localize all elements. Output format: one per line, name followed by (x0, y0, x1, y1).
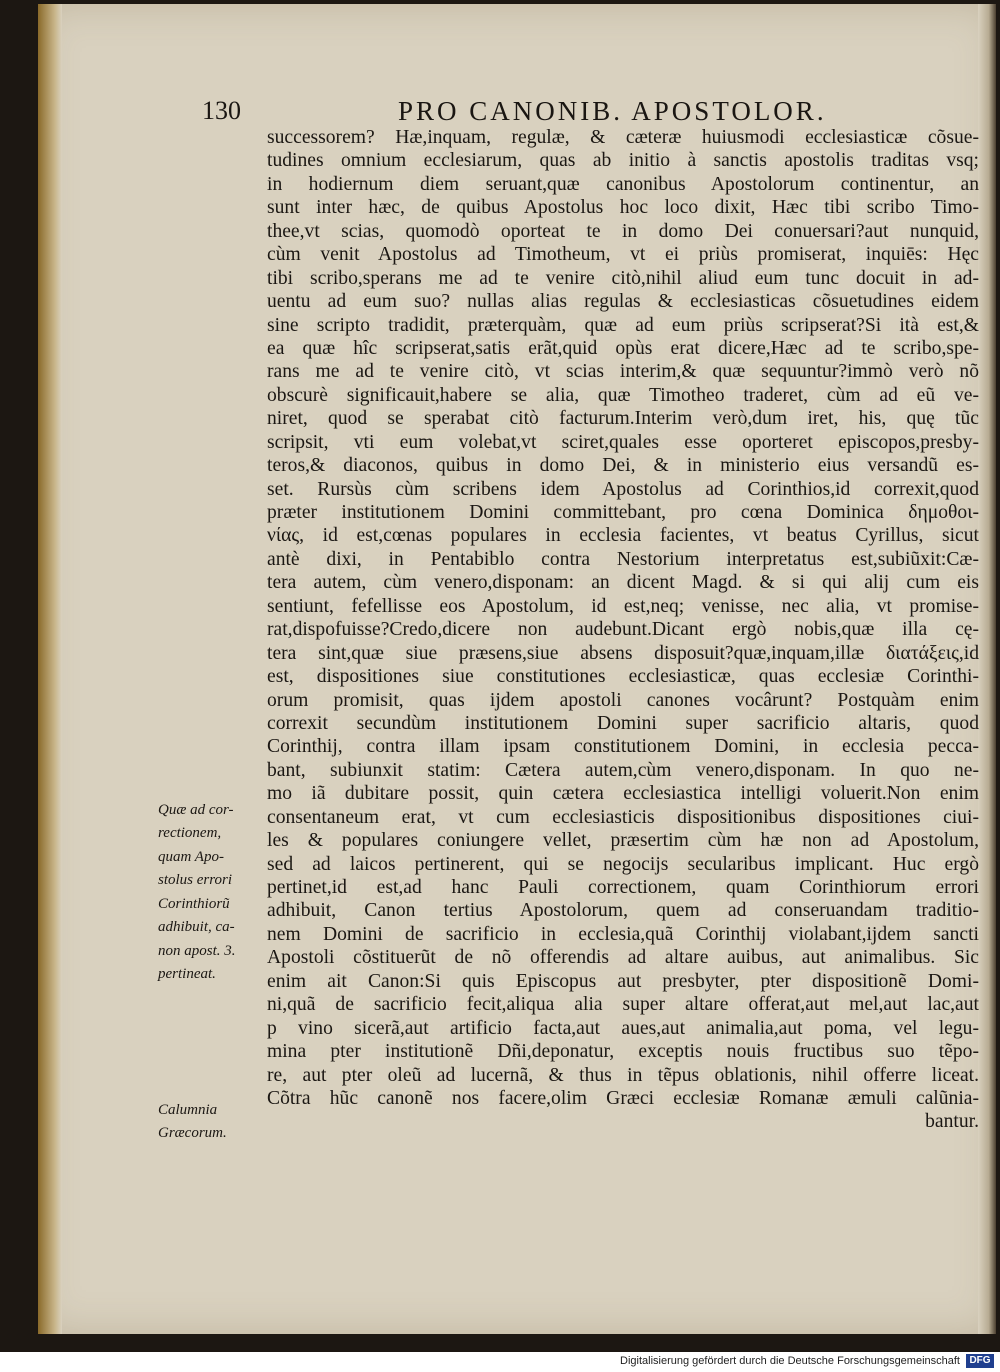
page-gutter-edge (38, 4, 62, 1334)
text-line: mo iã dubitare possit, quin cætera ecclesiastica intelligi voluerit.Non enim (267, 783, 979, 805)
text-line: enim ait Canon:Si quis Episcopus aut presbyter, pter dispositionẽ Domi- (267, 970, 979, 992)
marginal-note-line: non apost. 3. (158, 942, 236, 959)
text-line: uentu ad eum suo? nullas alias regulas & ecclesiasticas cõsuetudines eidem (267, 291, 979, 313)
text-line: Corinthij, contra illam ipsam constitutionem Domini, in ecclesia pecca- (267, 736, 979, 758)
text-line: in hodiernum diem seruant,quæ canonibus Apostolorum continentur, an (267, 173, 979, 195)
text-line: les & populares coniungere vellet, præsertim cùm hæ non ad Apostolum, (267, 830, 979, 852)
text-line: thee,vt scias, quomodò oporteat te in domo Dei conuersari?aut nunquid, (267, 220, 979, 242)
text-line: Cõtra hũc canonẽ nos facere,olim Græci ecclesiæ Romanæ æmuli calũnia- (267, 1087, 979, 1109)
text-line: consentaneum erat, vt cum ecclesiasticis dispositionibus dispositiones ciui- (267, 806, 979, 828)
text-line: sine scripto tradidit, præterquàm, quæ ad eum priùs scripserat?Si ità est,& (267, 314, 979, 336)
text-line: tudines omnium ecclesiarum, quas ab initio à sanctis apostolis traditas vsq; (267, 150, 979, 172)
marginal-note-line: Quæ ad cor- (158, 802, 234, 818)
text-line: successorem? Hæ,inquam, regulæ, & cæteræ huiusmodi ecclesiasticæ cõsue- (267, 127, 979, 148)
text-line: Apostoli cõstituerũt de nõ offerendis ad altare auibus, aut animalibus. Sic (267, 947, 979, 969)
marginal-note-line: Græcorum. (158, 1125, 227, 1142)
text-line: bant, subiunxit statim: Cætera autem,cùm venero,disponam. In quo ne- (267, 759, 979, 781)
text-line: set. Rursùs cùm scribens idem Apostolus ad Corinthios,id correxit,quod (267, 478, 979, 500)
marginal-note-line: adhibuit, ca- (158, 919, 235, 936)
text-line: orum promisit, quas ijdem apostoli canones vocârunt? Postquàm enim (267, 689, 979, 711)
text-line: rans me ad te venire citò, vt scias interim,& quæ sequuntur?immò verò nõ (267, 361, 979, 383)
marginal-note (158, 1099, 227, 1146)
text-line: ni,quã de sacrificio fecit,aliqua alia super altare offerat,aut mel,aut lac,aut (267, 994, 979, 1016)
text-line: re, aut pter oleũ ad lucernã, & thus in tẽpus oblationis, nihil offerre liceat. (267, 1064, 979, 1086)
text-line: correxit secundùm institutionem Domini super sacrificio altaris, quod (267, 712, 979, 734)
page-number: 130 (202, 96, 241, 125)
body-text (267, 126, 979, 1134)
footer-credit: Digitalisierung gefördert durch die Deutsche Forschungsgemeinschaft (620, 1355, 960, 1367)
text-line: νίας, id est,cœnas populares in ecclesia facientes, vt beatus Cyrillus, sicut (267, 525, 979, 547)
text-line: tibi scribo,sperans me ad te venire citò,nihil aliud eum tunc docuit in ad- (267, 267, 979, 289)
text-line: tera sint,quæ siue præsens,siue absens disposuit?quæ,inquam,illæ διατάξεις,id (267, 642, 979, 664)
text-line: pertinet,id est,ad hanc Pauli correctionem, quam Corinthiorum errori (267, 877, 979, 898)
text-line: sentiunt, fefellisse eos Apostolum, id est,neq; venisse, nec alia, vt promise- (267, 595, 979, 617)
marginal-note-line: pertineat. (158, 966, 216, 983)
marginal-note-line: Calumnia (158, 1102, 218, 1118)
text-line: adhibuit, Canon tertius Apostolorum, quem ad conseruandam traditio- (267, 900, 979, 922)
page-fore-edge (978, 4, 996, 1334)
text-line: mina pter institutionẽ Dñi,deponatur, exceptis nouis fructibus suo tẽpo- (267, 1041, 979, 1063)
running-head: PRO CANONIB. APOSTOLOR. (398, 96, 827, 126)
text-line: niret, quod se sperabat citò facturum.Interim verò,dum iret, his, quę tũc (267, 408, 979, 430)
text-line: sed ad laicos pertinerent, qui se negocijs secularibus implicant. Huc ergò (267, 853, 979, 875)
dfg-logo: DFG (966, 1354, 994, 1368)
text-line: scripsit, vti eum volebat,vt sciret,quales esse oporteret episcopos,presby- (267, 431, 979, 453)
catchword: bantur. (925, 1111, 979, 1133)
text-line: obscurè significauit,habere se alia, quæ Timotheo traderet, cùm ad eũ ve- (267, 384, 979, 406)
text-line: præter institutionem Domini committebant, pro cœna Dominica δημοθοι- (267, 502, 979, 523)
text-line: sunt inter hæc, de quibus Apostolus hoc loco dixit, Hæc tibi scribo Timo- (267, 197, 979, 219)
text-line: cùm venit Apostolus ad Timotheum, vt ei priùs promiserat, inquiēs: Hęc (267, 244, 979, 266)
marginal-note (158, 799, 236, 987)
marginal-note-line: Corinthiorũ (158, 895, 230, 912)
text-line: antè dixi, in Pentabiblo contra Nestorium interpretatus est,subiũxit:Cæ- (267, 548, 979, 570)
marginal-note-line: rectionem, (158, 825, 222, 842)
text-line: rat,dispofuisse?Credo,dicere non audebunt.Dicant ergò nobis,quæ illa cę- (267, 619, 979, 641)
text-line: est, dispositiones siue constitutiones ecclesiasticæ, quas ecclesiæ Corinthi- (267, 666, 979, 688)
text-line: teros,& diaconos, quibus in domo Dei, & in ministerio eius versandũ es- (267, 455, 979, 477)
marginal-note-line: stolus errori (158, 872, 233, 889)
text-line: nem Domini de sacrificio in ecclesia,quã Corinthij violabant,ijdem sancti (267, 923, 979, 945)
text-line: p vino sicerã,aut artificio facta,aut aues,aut animalia,aut poma, vel legu- (267, 1017, 979, 1039)
text-line: ea quæ hîc scripserat,satis erãt,quid opùs erat dicere,Hæc ad te scribo,spe- (267, 337, 979, 359)
text-line: tera autem, cùm venero,disponam: an dicent Magd. & si qui alij cum eis (267, 572, 979, 594)
marginal-note-line: quam Apo- (158, 848, 224, 865)
